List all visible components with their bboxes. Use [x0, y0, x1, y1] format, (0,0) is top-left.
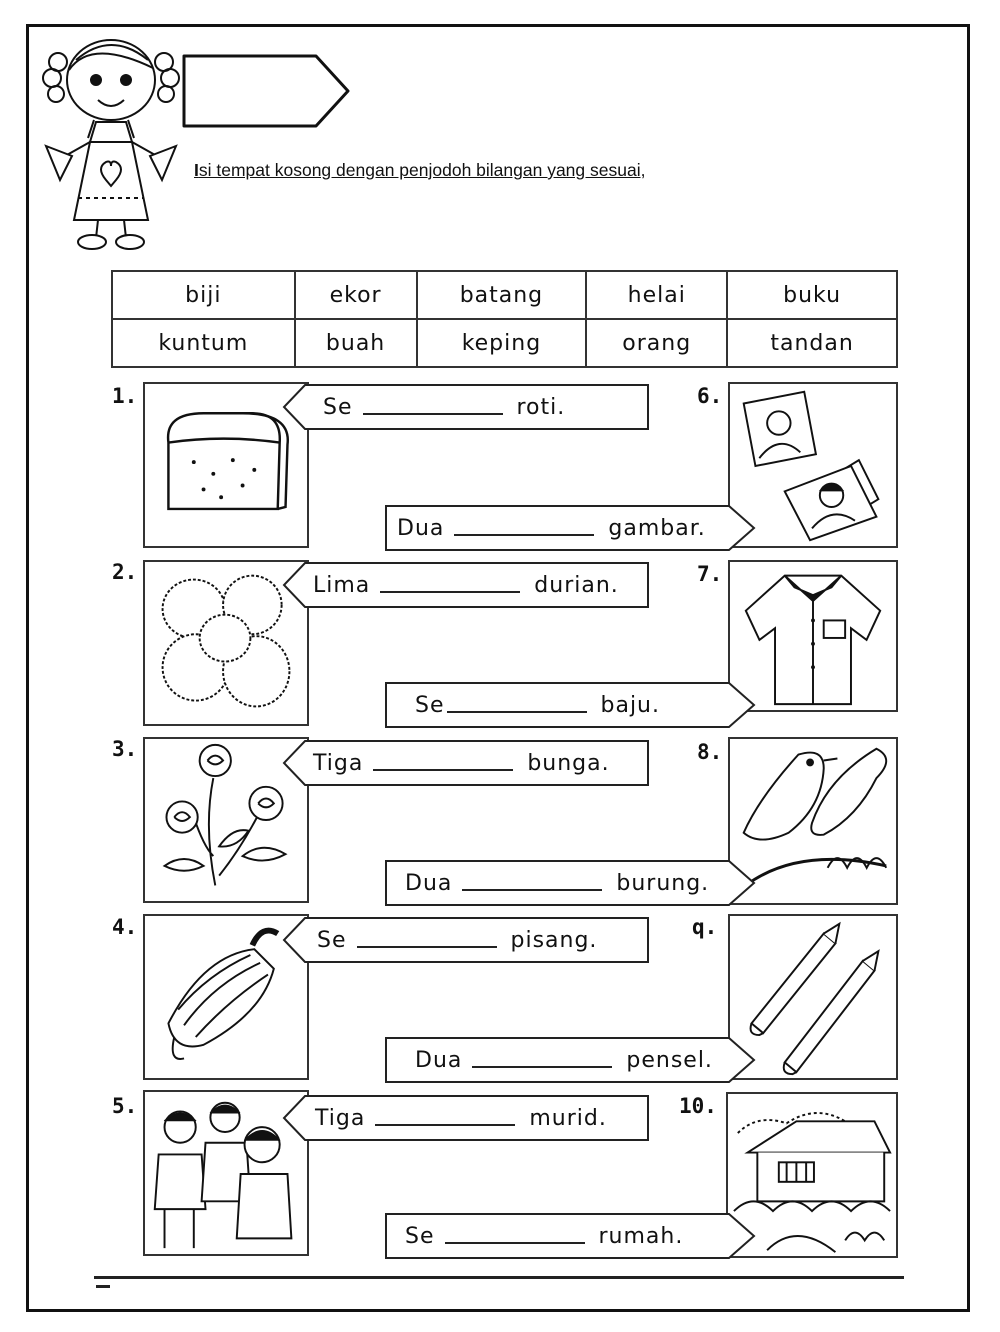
question-number: 1.	[112, 384, 138, 408]
question-number: q.	[692, 915, 718, 939]
question-number: 7.	[697, 562, 723, 586]
answer-blank[interactable]	[462, 875, 602, 891]
sentence-noun: pensel.	[626, 1047, 713, 1073]
word-bank-cell: helai	[586, 271, 727, 319]
word-bank-cell: buah	[295, 319, 417, 367]
sentence-prefix: Se	[317, 927, 347, 953]
question-number: 10.	[679, 1094, 717, 1118]
answer-blank[interactable]	[363, 399, 503, 415]
sentence-prefix: Dua	[397, 515, 445, 541]
answer-blank[interactable]	[472, 1052, 612, 1068]
answer-blank[interactable]	[454, 520, 594, 536]
question-number: 8.	[697, 740, 723, 764]
instruction-text	[194, 160, 645, 181]
sentence-prefix: Se	[415, 692, 445, 718]
question-number: 4.	[112, 915, 138, 939]
sentence-prefix: Tiga	[315, 1105, 366, 1131]
footer-rule	[94, 1276, 904, 1279]
answer-blank[interactable]	[373, 755, 513, 771]
name-tag-box[interactable]	[180, 52, 352, 130]
sentence-prefix: Dua	[405, 870, 453, 896]
sentence-noun: rumah.	[598, 1223, 684, 1249]
sentence-noun: burung.	[616, 870, 710, 896]
question-number: 6.	[697, 384, 723, 408]
sentence-bubble	[385, 682, 755, 728]
sentence-prefix: Se	[405, 1223, 435, 1249]
answer-blank[interactable]	[445, 1228, 585, 1244]
sentence-noun: durian.	[534, 572, 619, 598]
sentence-prefix: Dua	[415, 1047, 463, 1073]
word-bank-cell: ekor	[295, 271, 417, 319]
sentence-prefix: Se	[323, 394, 353, 420]
question-number: 2.	[112, 560, 138, 584]
answer-blank[interactable]	[447, 697, 587, 713]
question-number: 5.	[112, 1094, 138, 1118]
instruction-rest: si tempat kosong dengan penjodoh bilangan yang sesuai,	[198, 160, 646, 180]
footer-mark	[96, 1285, 110, 1288]
word-bank-cell: buku	[727, 271, 897, 319]
word-bank-cell: tandan	[727, 319, 897, 367]
answer-blank[interactable]	[380, 577, 520, 593]
word-bank-cell: orang	[586, 319, 727, 367]
sentence-noun: pisang.	[510, 927, 598, 953]
sentence-noun: gambar.	[608, 515, 706, 541]
sentence-noun: roti.	[516, 394, 566, 420]
sentence-prefix: Lima	[313, 572, 371, 598]
answer-blank[interactable]	[357, 932, 497, 948]
sentence-noun: baju.	[600, 692, 660, 718]
sentence-bubble	[385, 860, 755, 906]
question-number: 3.	[112, 737, 138, 761]
sentence-bubble	[283, 562, 649, 608]
sentence-noun: bunga.	[527, 750, 610, 776]
sentence-bubble	[385, 1037, 755, 1083]
sentence-bubble	[283, 384, 649, 430]
word-bank-table	[111, 270, 898, 368]
sentence-prefix: Tiga	[313, 750, 364, 776]
word-bank-cell: biji	[112, 271, 295, 319]
sentence-bubble	[385, 1213, 755, 1259]
word-bank-row	[112, 319, 897, 367]
word-bank-row	[112, 271, 897, 319]
sentence-bubble	[283, 1095, 649, 1141]
word-bank-cell: kuntum	[112, 319, 295, 367]
sentence-bubble	[283, 740, 649, 786]
instruction-first-letter: I	[194, 160, 199, 180]
girl-illustration	[36, 30, 186, 252]
word-bank-cell: batang	[417, 271, 587, 319]
word-bank-cell: keping	[417, 319, 587, 367]
sentence-bubble	[283, 917, 649, 963]
sentence-bubble	[385, 505, 755, 551]
answer-blank[interactable]	[375, 1110, 515, 1126]
sentence-noun: murid.	[529, 1105, 607, 1131]
